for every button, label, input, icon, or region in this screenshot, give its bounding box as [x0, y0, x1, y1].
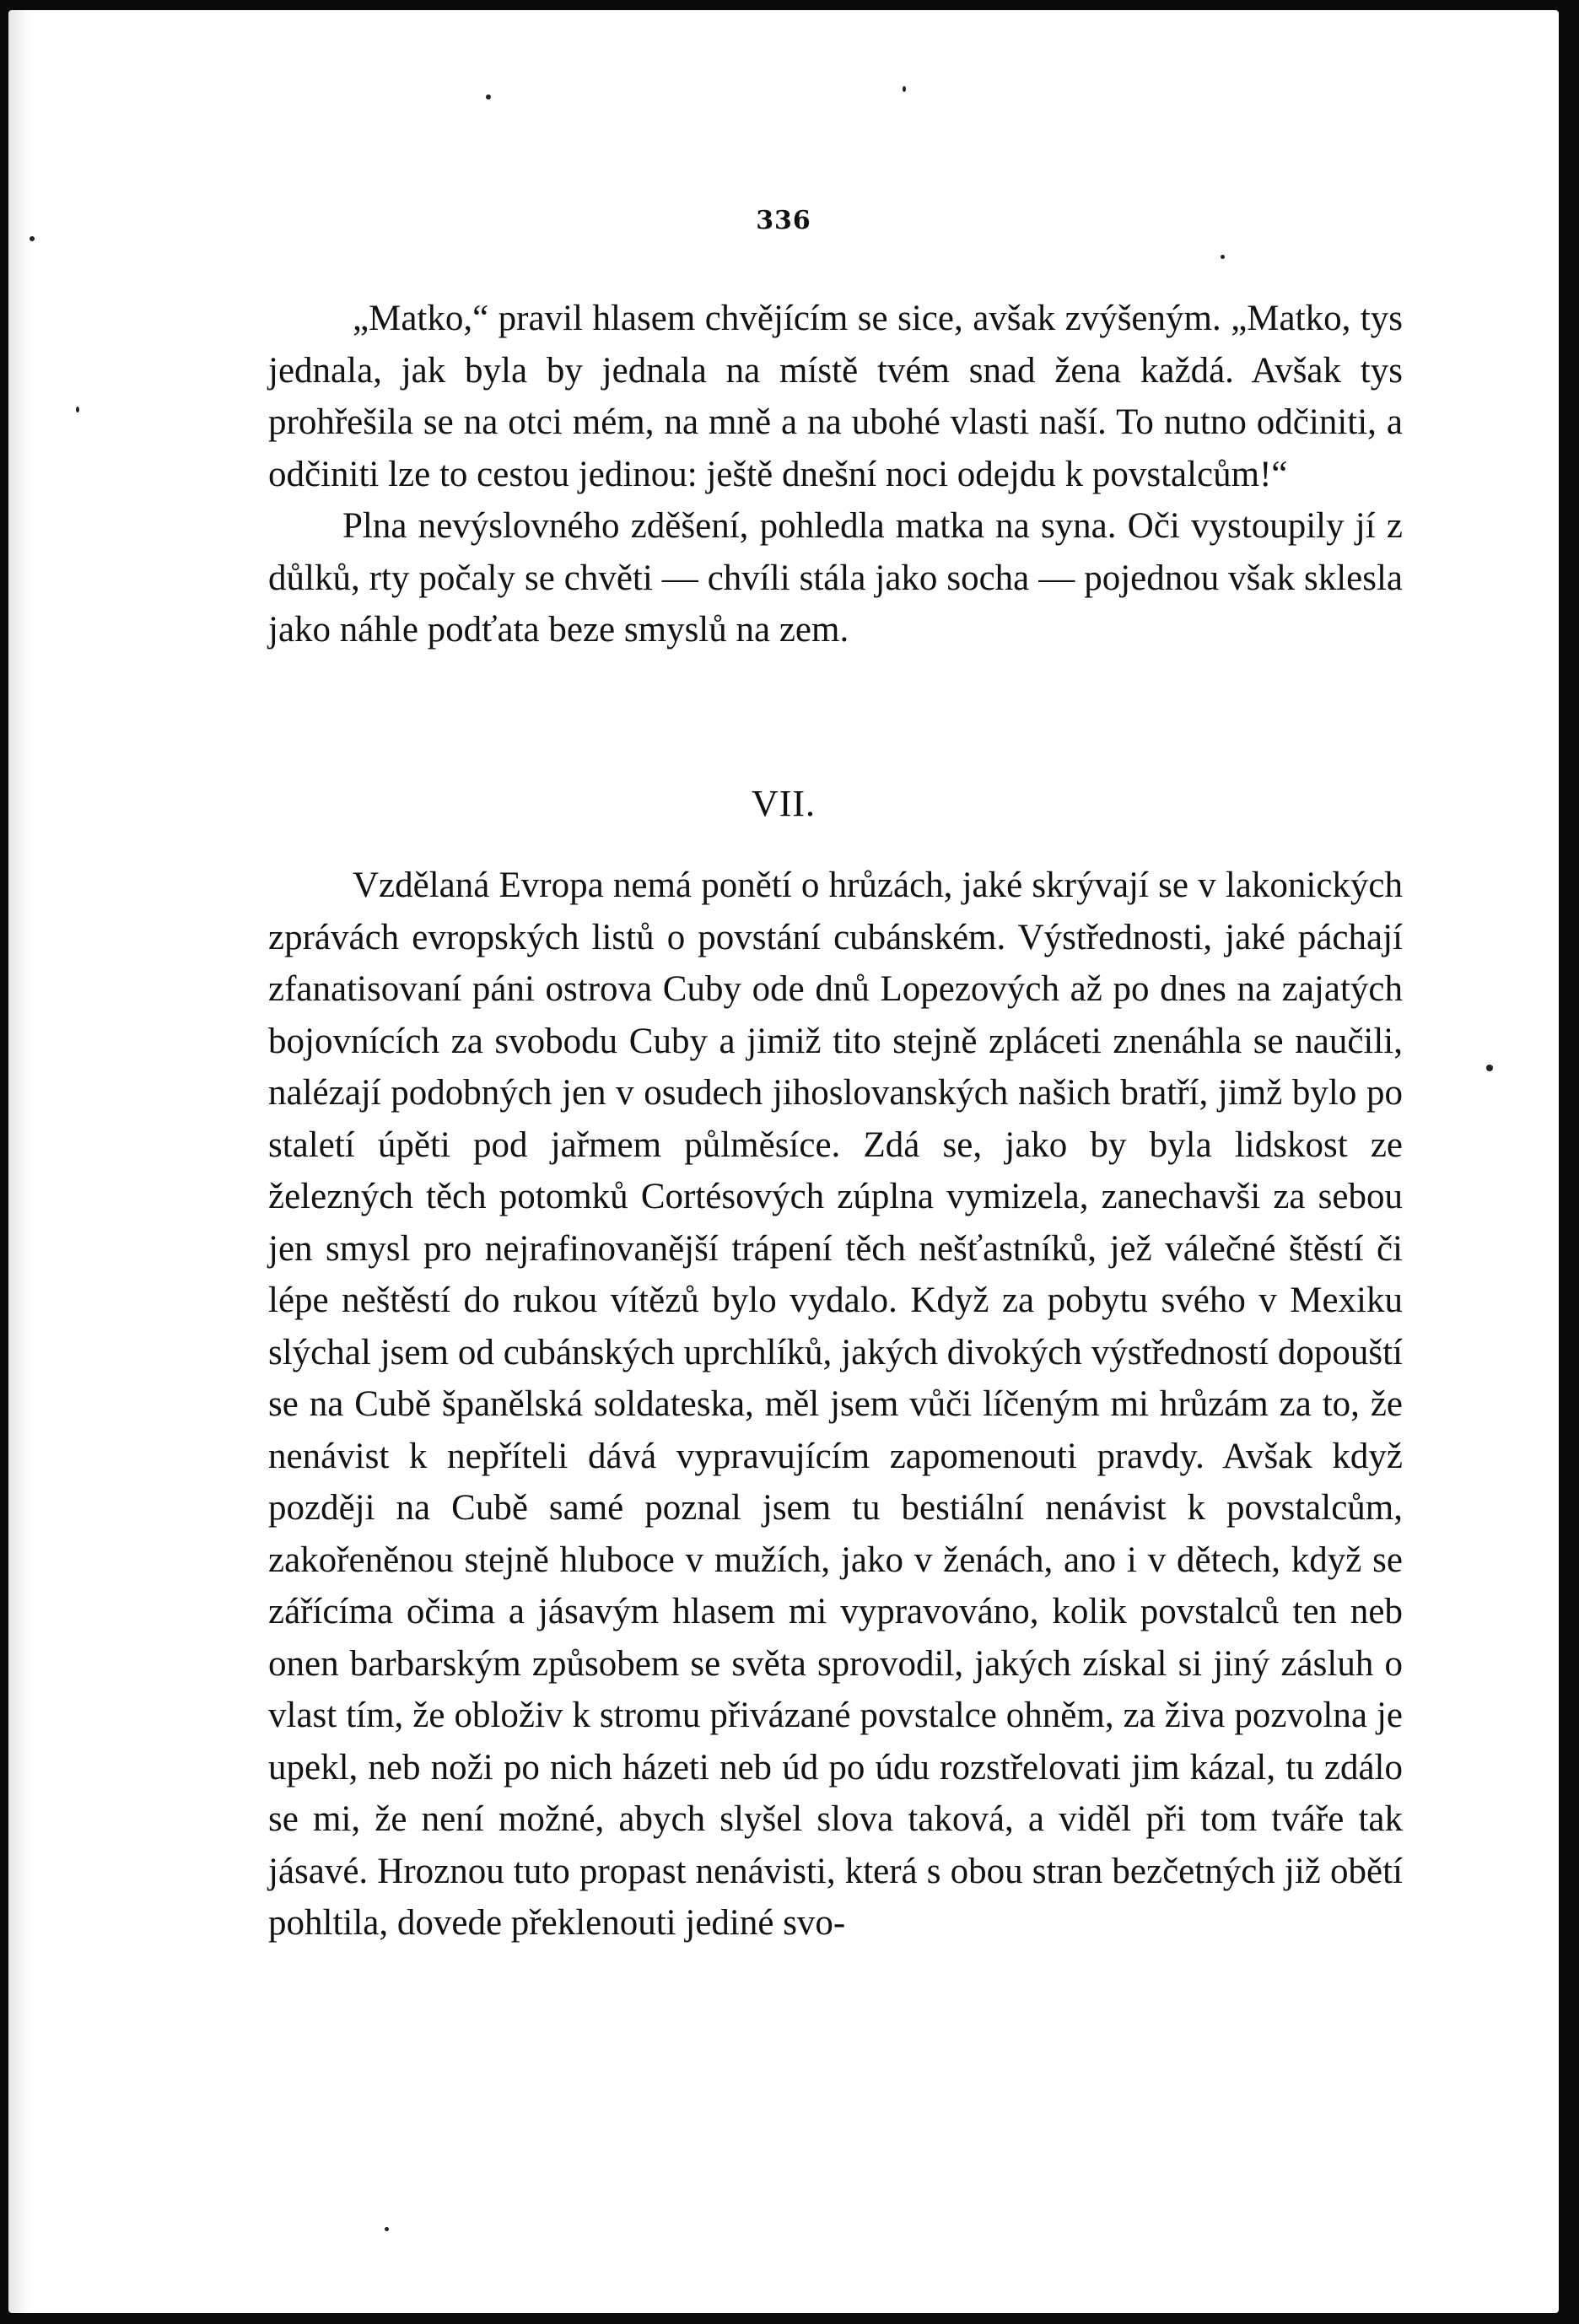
- paragraph: Plna nevýslovného zděšení, pohledla matka na syna. Oči vystoupily jí z důlků, rty počaly se chvěti — chvíli stála jako socha — pojednou však sklesla jako náhle podťata beze smyslů na zem.: [268, 506, 1403, 650]
- scan-speck: [385, 2227, 389, 2231]
- page-number: 336: [756, 206, 811, 235]
- text-block-after-chapter: [268, 860, 1403, 1949]
- scan-speck: [1221, 255, 1225, 259]
- text-block-before-chapter: [268, 293, 1403, 656]
- scan-speck: [1486, 1065, 1493, 1071]
- scan-speck: [903, 86, 906, 92]
- book-page: [8, 10, 1559, 2313]
- chapter-heading: VII.: [751, 783, 816, 824]
- scan-speck: [30, 236, 35, 241]
- scan-speck: [76, 407, 79, 412]
- scan-speck: [486, 94, 491, 100]
- paragraph: Vzdělaná Evropa nemá ponětí o hrůzách, jaké skrývají se v lakonických zprávách evropských listů o povstání cubánském. Výstřednosti, jaké páchají zfanatisovaní páni ostrova Cuby ode dnů Lopezových až po dnes na zajatých bojovnících za svobodu Cuby a jimiž tito stejně zpláceti znenáhla se naučili, nalézají podobných jen v osudech jihoslovanských našich bratří, jimž bylo po staletí úpěti pod jařmem půlměsíce. Zdá se, jako by byla lidskost ze železných těch potomků Cortésových zúplna vymizela, zanechavši za sebou jen smysl pro nejrafinovanější trápení těch nešťastníků, jež válečné štěstí či lépe neštěstí do rukou vítězů bylo vydalo. Když za pobytu svého v Mexiku slýchal jsem od cubánských uprchlíků, jakých divokých výstředností dopouští se na Cubě španělská soldateska, měl jsem vůči líčeným mi hrůzám za to, že nenávist k nepříteli dává vypravujícím zapomenouti pravdy. Avšak když později na Cubě samé poznal jsem tu bestiální nenávist k povstalcům, zakořeněnou stejně hluboce v mužích, jako v ženách, ano i v dětech, když se zářícíma očima a jásavým hlasem mi vypravováno, kolik povstalců ten neb onen barbarským způsobem se světa sprovodil, jakých získal si jiný zásluh o vlast tím, že obloživ k stromu přivázané povstalce ohněm, za živa pozvolna je upekl, neb noži po nich házeti neb úd po údu rozstřelovati jim kázal, tu zdálo se mi, že není možné, abych slyšel slova taková, a viděl při tom tváře tak jásavé. Hroznou tuto propast nenávisti, která s obou stran bezčetných již obětí pohltila, dovede překlenouti jediné svo-: [268, 865, 1403, 1943]
- page-edge-shadow: [8, 10, 30, 2313]
- paragraph: „Matko,“ pravil hlasem chvějícím se sice, avšak zvýšeným. „Matko, tys jednala, jak byla by jednala na místě tvém snad žena každá. Avšak tys prohřešila se na otci mém, na mně a na ubohé vlasti naší. To nutno odčiniti, a odčiniti lze to cestou jedinou: ještě dnešní noci odejdu k povstalcům!“: [268, 299, 1403, 494]
